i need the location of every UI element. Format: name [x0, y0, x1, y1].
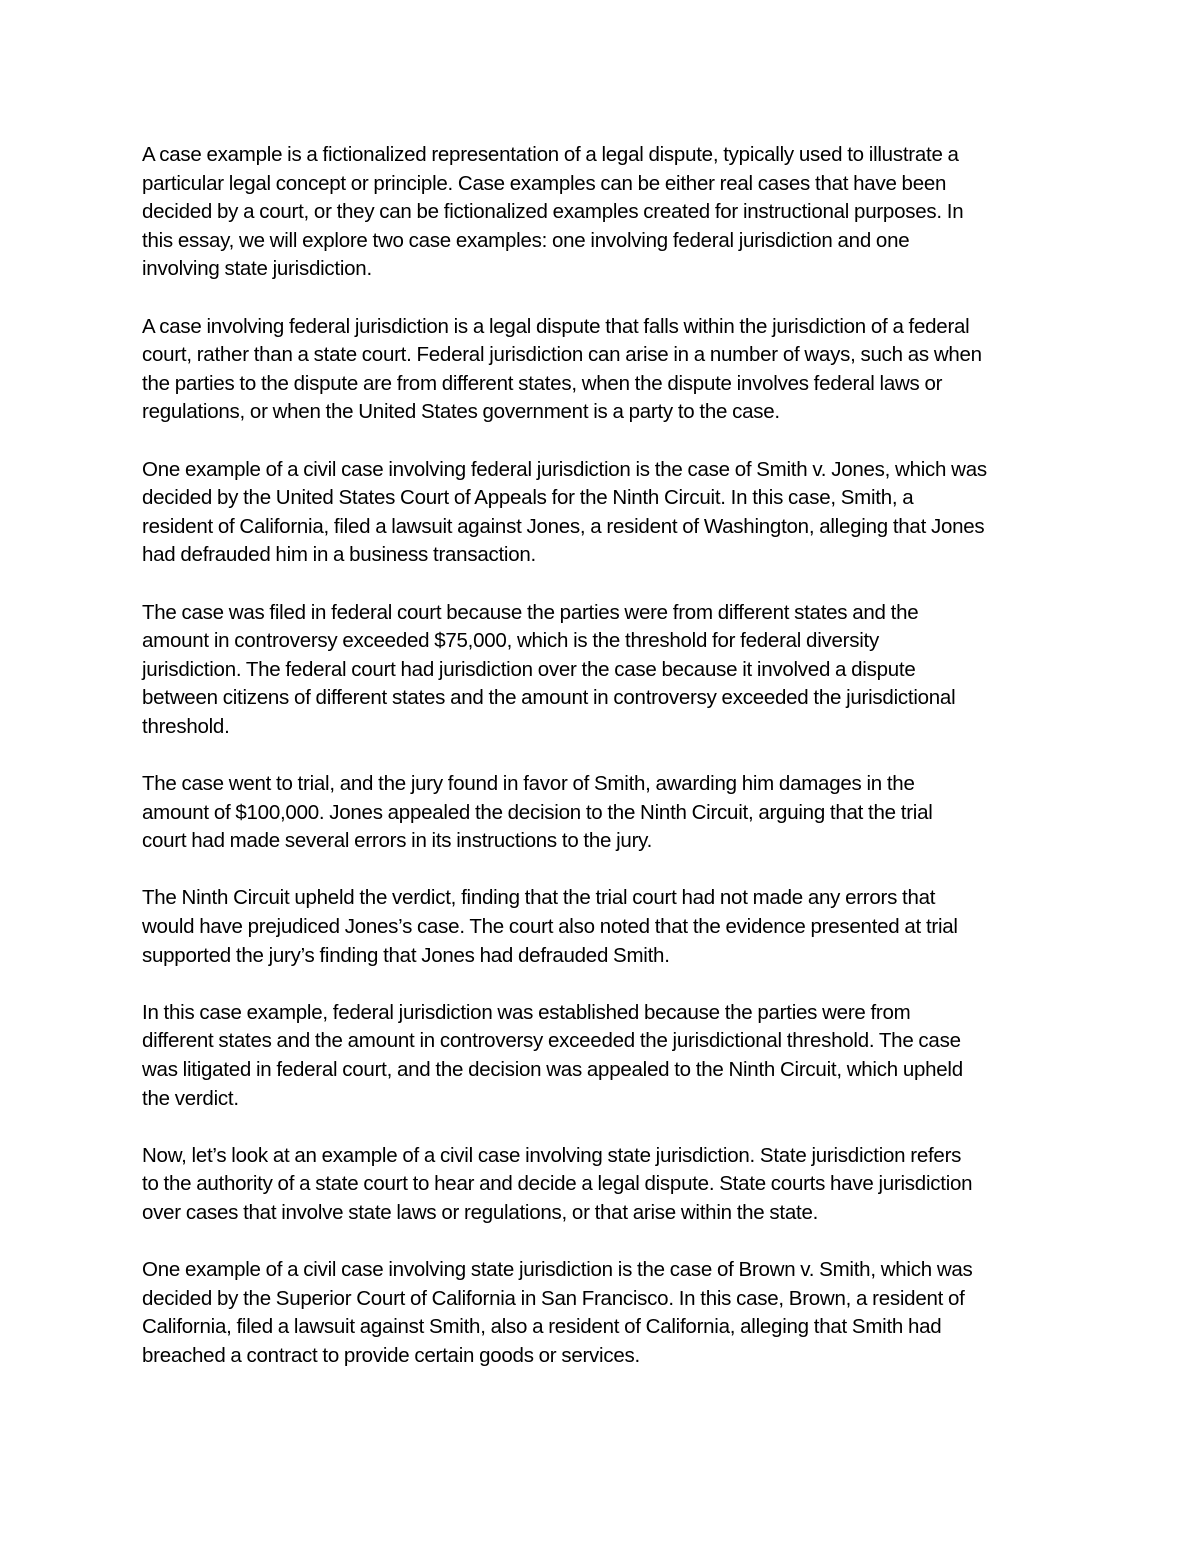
document-body: [142, 141, 1067, 1371]
paragraph-federal-court-filing: The case was filed in federal court because the parties were from different states and the amount in controversy exceeded $75,000, which is the threshold for federal diversity jurisdiction. The federal court had jurisdiction over the case because it involved a dispute between citizens of different states and the amount in controversy exceeded the jurisdictional threshold.: [142, 600, 956, 738]
paragraph-case-example-intro: A case example is a fictionalized representation of a legal dispute, typically used to illustrate a particular legal concept or principle. Case examples can be either real cases that have been decided by a court, or they can be fictionalized examples created for instructional purposes. In this essay, we will explore two case examples: one involving federal jurisdiction and one involving state jurisdiction.: [142, 143, 964, 281]
paragraph-brown-v-smith: One example of a civil case involving state jurisdiction is the case of Brown v. Smith, which was decided by the Superior Court of California in San Francisco. In this case, Brown, a resident of California, filed a lawsuit against Smith, also a resident of California, alleging that Smith had breached a contract to provide certain goods or services.: [142, 1258, 973, 1367]
paragraph-federal-jurisdiction-definition: A case involving federal jurisdiction is a legal dispute that falls within the jurisdiction of a federal court, rather than a state court. Federal jurisdiction can arise in a number of ways, such as when the parties to the dispute are from different states, when the dispute involves federal laws or regulations, or when the United States government is a party to the case.: [142, 314, 982, 424]
paragraph-smith-v-jones: One example of a civil case involving federal jurisdiction is the case of Smith v. Jones, which was decided by the United States Court of Appeals for the Ninth Circuit. In this case, Smith, a resident of California, filed a lawsuit against Jones, a resident of Washington, alleging that Jones had defrauded him in a business transaction.: [142, 457, 987, 567]
paragraph-trial-and-appeal: The case went to trial, and the jury found in favor of Smith, awarding him damages in the amount of $100,000. Jones appealed the decision to the Ninth Circuit, arguing that the trial court had made several errors in its instructions to the jury.: [142, 772, 933, 853]
paragraph-state-jurisdiction-definition: Now, let’s look at an example of a civil case involving state jurisdiction. State jurisdiction refers to the authority of a state court to hear and decide a legal dispute. State courts have jurisdiction over cases that involve state laws or regulations, or that arise within the state.: [142, 1143, 973, 1224]
paragraph-federal-summary: In this case example, federal jurisdiction was established because the parties were from different states and the amount in controversy exceeded the jurisdictional threshold. The case was litigated in federal court, and the decision was appealed to the Ninth Circuit, which upheld the verdict.: [142, 1000, 963, 1110]
paragraph-ninth-circuit-ruling: The Ninth Circuit upheld the verdict, finding that the trial court had not made any errors that would have prejudiced Jones’s case. The court also noted that the evidence presented at trial supported the jury’s finding that Jones had defrauded Smith.: [142, 886, 958, 967]
